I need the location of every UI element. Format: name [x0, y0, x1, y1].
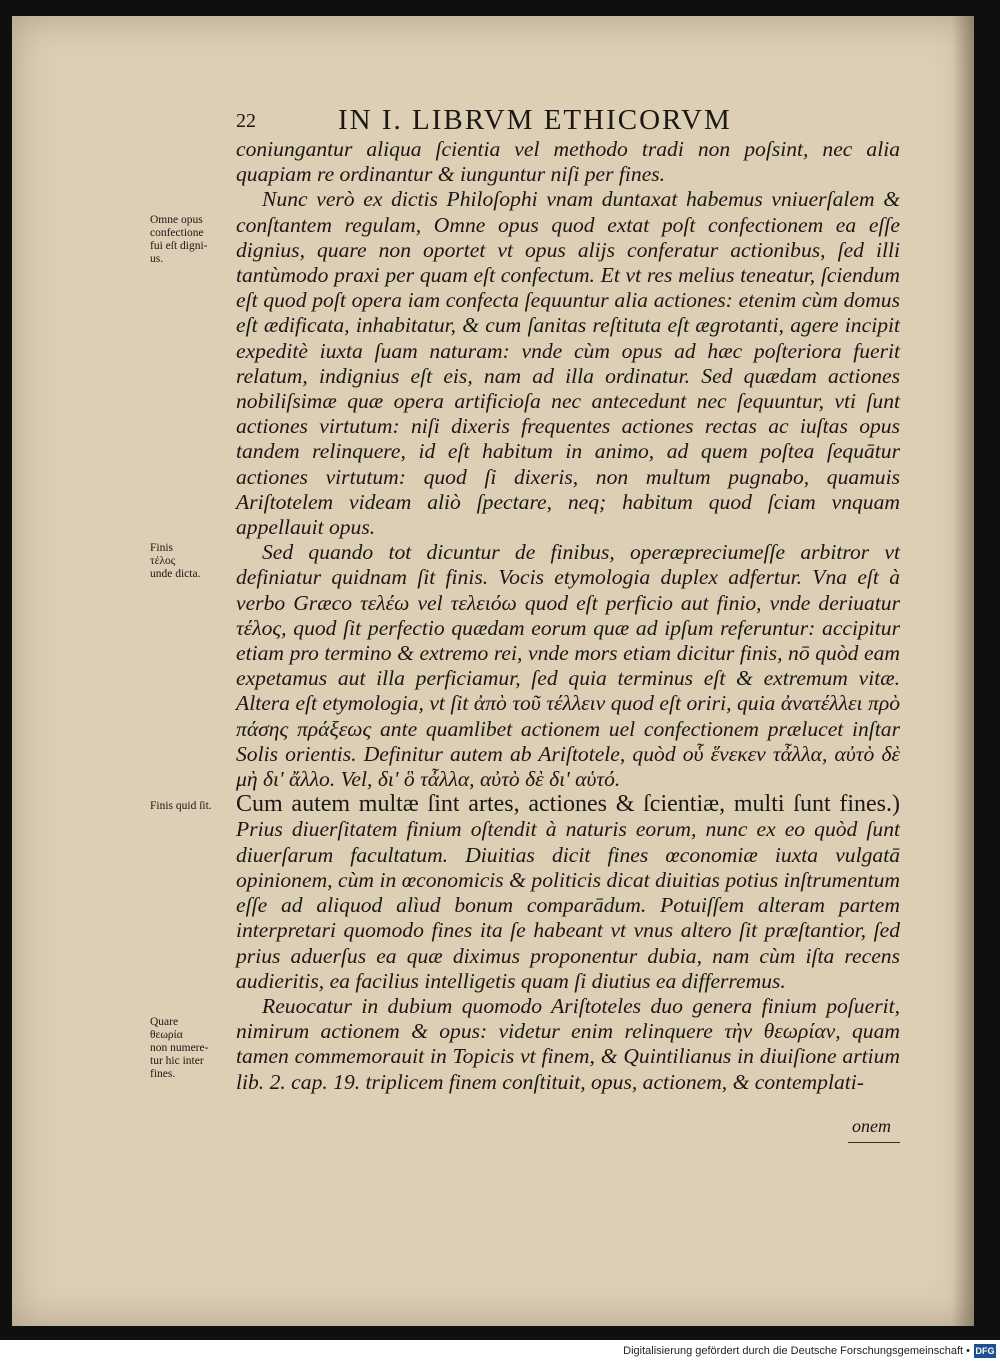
- margin-line: confectione: [150, 227, 204, 239]
- margin-line: Finis quid ſit.: [150, 800, 212, 812]
- catchword: onem: [852, 1116, 891, 1136]
- margin-line: τέλος: [150, 555, 176, 567]
- paragraph-3: Sed quando tot dicuntur de finibus, operæpreciumeſſe arbitror vt definiatur quidnam ſit finis. Vocis etymologia duplex adfertur. Vna eſt à verbo Græco τελέω vel τελειόω quod eſt perficio aut finio, vnde deriuatur τέλος, quod ſit perfectio quædam eorum quæ ad ipſum referuntur: accipitur etiam pro termino & extremo rei, vnde mors etiam dicitur finis, nō quòd eam expetamus aut illa perficiamur, ſed quia terminus eſt & extremum vitæ. Altera eſt etymologia, vt ſit ἀπὸ τοῦ τέλλειν quod eſt oriri, quia ἀνατέλλει πρὸ πάσης πράξεως ante quamlibet actionem uel confectionem prælucet inſtar Solis orientis. Definitur autem ab Ariſtotele, quòd οὗ ἕνεκεν τἆλλα, αὐτὸ δὲ μὴ δι' ἄλλο. Vel, δι' ὃ τἆλλα, αὐτὸ δὲ δι' αὑτό.: [236, 540, 900, 792]
- margin-line: non numere-: [150, 1042, 209, 1054]
- margin-note-4: [150, 1016, 240, 1081]
- lemma-text: Cum autem multæ ſint artes, actiones & ſcientiæ, multi ſunt fines.): [236, 791, 900, 818]
- margin-line: Omne opus: [150, 214, 203, 226]
- running-title: IN I. LIBRVM ETHICORVM: [338, 104, 732, 136]
- margin-note-1: [150, 214, 240, 266]
- margin-line: fines.: [150, 1068, 176, 1080]
- paragraph-1: coniungantur aliqua ſcientia vel methodo tradi non poſsint, nec alia quapiam re ordinantur & iunguntur niſi per fines.: [236, 137, 900, 187]
- margin-line: tur hic inter: [150, 1055, 204, 1067]
- margin-line: us.: [150, 253, 164, 265]
- page-number: 22: [236, 110, 256, 132]
- margin-line: Finis: [150, 542, 174, 554]
- catchword-rule: [848, 1142, 900, 1143]
- margin-line: fui eſt digni-: [150, 240, 208, 252]
- margin-line: θεωρία: [150, 1029, 183, 1041]
- page-edge-shadow: [952, 16, 974, 1326]
- footer-bar: [0, 1340, 1000, 1364]
- margin-line: Quare: [150, 1016, 179, 1028]
- margin-note-2: [150, 542, 240, 581]
- main-text-column: [236, 137, 900, 1095]
- lemma-commentary: Prius diuerſitatem finium oſtendit à naturis eorum, nunc ex eo quòd ſunt diuerſarum facultatum. Diuitias dicit fines œconomiæ iuxta vulgatā opinionem, cùm in œconomicis & politicis dicat diuitias potius inſtrumentum eſſe ad aliquod alìud bonum comparādum. Potuiſſem alteram partem interpretari quomodo fines ita ſe habeant vt vnus altero ſit præſtantior, ſed prius aduerſus ea quæ diximus proponentur dubia, nam cùm iſta recens audieritis, ea facilius intelligetis quam ſi diutius ea differremus.: [236, 817, 900, 993]
- paragraph-last: Reuocatur in dubium quomodo Ariſtoteles duo genera finium poſuerit, nimirum actionem & opus: videtur enim relinquere τὴν θεωρίαν, quam tamen commemorauit in Topicis vt finem, & Quintilianus in diuiſione artium lib. 2. cap. 19. triplicem finem conſtituit, opus, actionem, & contemplati-: [236, 993, 900, 1094]
- footer-credit: Digitalisierung gefördert durch die Deutsche Forschungsgemeinschaft •: [623, 1345, 970, 1357]
- paragraph-2: Nunc verò ex dictis Philoſophi vnam duntaxat habemus vniuerſalem & conſtantem regulam, Omne opus quod extat poſt confectionem ea eſſe dignius, quare non oportet vt opus alijs conferatur actionibus, ſed illi tantùmodo praxi per quam eſt confectum. Et vt res melius teneatur, ſciendum eſt quod poſt opera iam confecta ſequuntur alia actiones: etenim cùm domus eſt ædificata, inhabitatur, & cum ſanitas reſtituta eſt ægrotanti, agere incipit expeditè iuxta ſuam naturam: vnde cùm opus ad hæc poſteriora fuerit relatum, indignius eſt eis, nam ad illa ordinatur. Sed quædam actiones nobiliſsimæ quæ opera artificioſa nec antecedunt nec ſequuntur, vti ſunt actiones virtutum: niſi dixeris frequentes actiones rectas ac iuſtas opus tandem relinquere, id eſt habitum in animo, ad quem poſtea ſequātur actiones virtutum: quod ſi dixeris, non multum pugnabo, quamuis Ariſtotelem videam aliò ſpectare, neq; habitum quod ſciam vnquam appellauit opus.: [236, 187, 900, 540]
- margin-line: unde dicta.: [150, 568, 201, 580]
- lemma-paragraph: [236, 792, 900, 994]
- page-header: [228, 104, 828, 138]
- margin-note-3: [150, 800, 240, 813]
- dfg-logo-icon: DFG: [975, 1346, 995, 1356]
